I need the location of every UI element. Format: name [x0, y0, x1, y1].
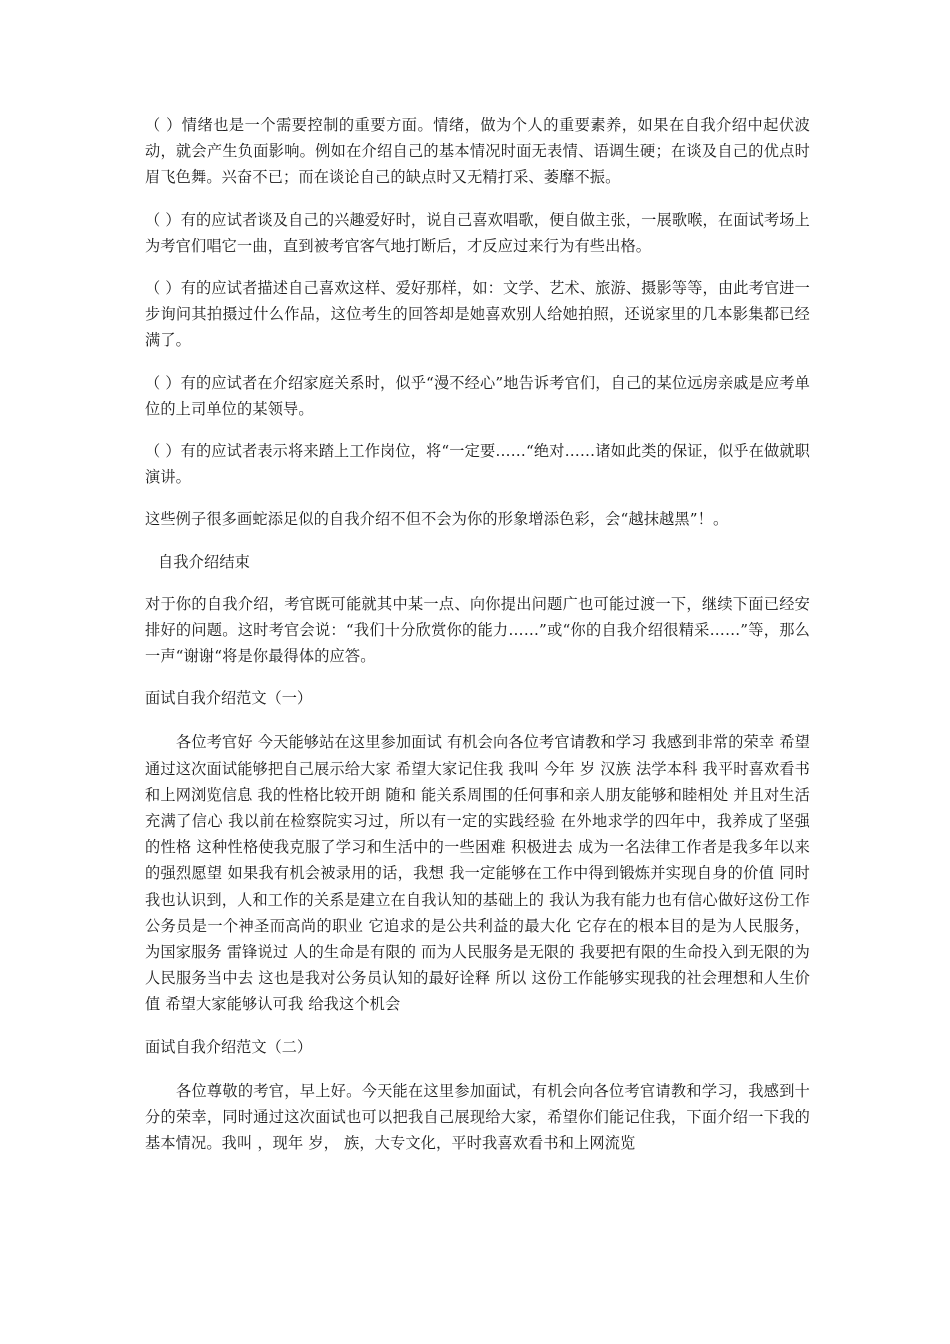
paragraph-emotion-control: （ ）情绪也是一个需要控制的重要方面。情绪，做为个人的重要素养，如果在自我介绍中起伏波动，就会产生负面影响。例如在介绍自己的基本情况时面无表情、语调生硬；在谈及自己的优点时眉飞色舞。兴奋不已；而在谈论自己的缺点时又无精打采、萎靡不振。	[145, 116, 810, 187]
sample1-text: 各位考官好 今天能够站在这里参加面试 有机会向各位考官请教和学习 我感到非常的荣幸 希望通过这次面试能够把自己展示给大家 希望大家记住我 我叫 今年 岁 汉族 法学本科 我平时喜欢看书和上网浏览信息 我的性格比较开朗 随和 能关系周围的任何事和亲人朋友能够和睦相处 并且对生活充满了信心 我以前在检察院实习过，所以有一定的实践经验 在外地求学的四年中，我养成了坚强的性格 这种性格使我克服了学习和生活中的一些困难 积极进去 成为一名法律工作者是我多年以来的强烈愿望 如果我有机会被录用的话，我想 我一定能够在工作中得到锻炼并实现自身的价值 同时 我也认识到，人和工作的关系是建立在自我认知的基础上的 我认为我有能力也有信心做好这份工作 公务员是一个神圣而高尚的职业 它追求的是公共利益的最大化 它存在的根本目的是为人民服务，为国家服务 雷锋说过 人的生命是有限的 而为人民服务是无限的 我要把有限的生命投入到无限的为人民服务当中去 这也是我对公务员认知的最好诠释 所以 这份工作能够实现我的社会理想和人生价值 希望大家能够认可我 给我这个机会	[145, 733, 810, 1014]
paragraph-family-relation-example: （ ）有的应试者在介绍家庭关系时，似乎“漫不经心”地告诉考官们，自己的某位远房亲戚是应考单位的上司单位的某领导。	[145, 373, 810, 418]
paragraph-singing-example: （ ）有的应试者谈及自己的兴趣爱好时，说自己喜欢唱歌，便自做主张，一展歌喉，在面试考场上为考官们唱它一曲，直到被考官客气地打断后，才反应过来行为有些出格。	[145, 210, 810, 255]
paragraph-promise-example: （ ）有的应试者表示将来踏上工作岗位，将“一定要……“绝对……诸如此类的保证，似乎在做就职演讲。	[145, 442, 810, 487]
sample1-title: 面试自我介绍范文（一）	[145, 689, 313, 708]
section-end-text: 对于你的自我介绍，考官既可能就其中某一点、向你提出问题广也可能过渡一下，继续下面已经安排好的问题。这时考官会说：“我们十分欣赏你的能力……”或“你的自我介绍很精采……”等，那么一声“谢谢“将是你最得体的应答。	[145, 594, 810, 666]
sample2-text: 各位尊敬的考官，早上好。今天能在这里参加面试，有机会向各位考官请教和学习，我感到十分的荣幸，同时通过这次面试也可以把我自己展现给大家，希望你们能记住我，下面介绍一下我的基本情况。我叫 ，现年 岁， 族，大专文化，平时我喜欢看书和上网流览	[145, 1081, 810, 1153]
sample2-title: 面试自我介绍范文（二）	[145, 1037, 313, 1056]
section-end-title: 自我介绍结束	[158, 552, 251, 571]
paragraph-summary: 这些例子很多画蛇添足似的自我介绍不但不会为你的形象增添色彩，会“越抹越黑”！。	[145, 510, 729, 529]
document-page	[145, 112, 810, 1172]
paragraph-hobby-example: （ ）有的应试者描述自己喜欢这样、爱好那样，如：文学、艺术、旅游、摄影等等，由此考官进一步询问其拍摄过什么作品，这位考生的回答却是她喜欢别人给她拍照，还说家里的几本影集都已经满了。	[145, 279, 810, 350]
